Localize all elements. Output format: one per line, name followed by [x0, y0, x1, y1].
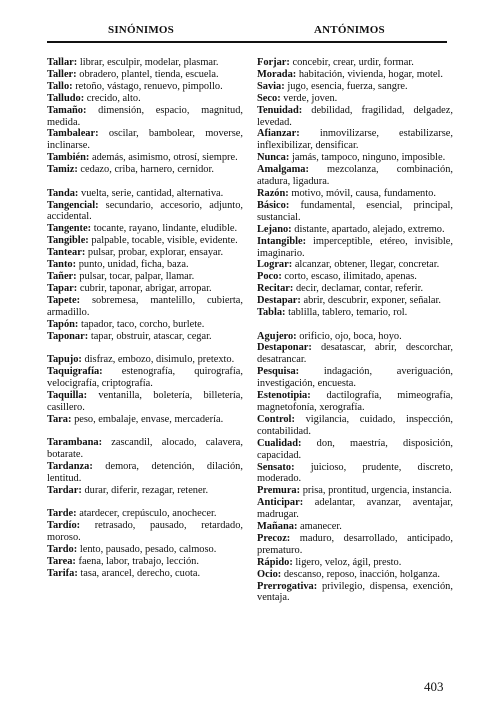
entry-definition: retrasado, pausado, retardado, moroso.: [47, 520, 243, 543]
entry-definition: cubrir, taponar, abrigar, arropar.: [79, 282, 212, 294]
entry-term: Cualidad:: [257, 437, 302, 449]
entry-definition: demora, detención, dilación, lentitud.: [47, 460, 243, 484]
entry-term: Tardo:: [47, 543, 78, 555]
entry-definition: mezcolanza, combinación, atadura, ligadura.: [257, 164, 453, 188]
dictionary-entry: [257, 164, 453, 188]
dictionary-entry: [47, 247, 243, 259]
entry-definition: tablilla, tablero, temario, rol.: [288, 307, 408, 319]
entry-term: Taponar:: [47, 330, 89, 342]
entry-definition: obradero, plantel, tienda, escuela.: [79, 68, 219, 80]
entry-definition: vuelta, serie, cantidad, alternativa.: [81, 187, 224, 199]
entry-term: Tardar:: [47, 484, 82, 496]
dictionary-entry: [47, 93, 243, 105]
entry-term: Amalgama:: [257, 164, 309, 176]
dictionary-entry: [257, 557, 453, 569]
entry-term: Tarea:: [47, 555, 76, 567]
entry-definition: prisa, prontitud, urgencia, instancia.: [302, 485, 452, 497]
entry-definition: punto, unidad, ficha, baza.: [78, 259, 189, 271]
dictionary-entry: [257, 295, 453, 307]
dictionary-entry: [257, 331, 453, 343]
entry-definition: durar, diferir, rezagar, retener.: [84, 484, 209, 496]
entry-definition: adelantar, avanzar, aventajar, madrugar.: [257, 497, 453, 521]
entry-term: Tambalear:: [47, 128, 99, 140]
entry-term: Morada:: [257, 68, 297, 80]
entry-definition: don, maestría, disposición, capacidad.: [257, 437, 453, 461]
dictionary-entry: [47, 223, 243, 235]
entry-term: Lograr:: [257, 259, 293, 271]
entry-term: Destaponar:: [257, 342, 312, 354]
dictionary-entry: [257, 533, 453, 557]
entry-term: Tarambana:: [47, 437, 103, 449]
entry-term: Tangente:: [47, 223, 92, 235]
entry-definition: corto, escaso, ilimitado, apenas.: [284, 271, 417, 283]
entry-term: Destapar:: [257, 295, 301, 307]
entry-term: Tardanza:: [47, 460, 93, 472]
entry-definition: estenografía, quirografía, velocigrafía, criptografía.: [47, 365, 243, 389]
dictionary-entry: [257, 390, 453, 414]
entry-term: Seco:: [257, 92, 281, 104]
entry-definition: además, asimismo, otrosí, siempre.: [91, 152, 238, 164]
header-synonyms: SINÓNIMOS: [108, 24, 174, 36]
dictionary-entry: [257, 57, 453, 69]
entry-term: Prerrogativa:: [257, 580, 318, 592]
entry-definition: tapador, taco, corcho, burlete.: [81, 318, 205, 330]
entry-definition: pulsar, tocar, palpar, llamar.: [79, 271, 195, 282]
dictionary-entry: [257, 521, 453, 533]
entry-term: Tallo:: [47, 80, 73, 92]
entry-definition: ligero, veloz, ágil, presto.: [295, 556, 402, 568]
entry-definition: faena, labor, trabajo, lección.: [78, 555, 199, 567]
dictionary-entry: [47, 508, 243, 520]
entry-term: Ocio:: [257, 568, 282, 580]
entry-term: Tapujo:: [47, 354, 82, 366]
dictionary-entry: [47, 414, 243, 426]
dictionary-entry: [257, 69, 453, 81]
dictionary-entry: [257, 569, 453, 581]
entry-term: Tarifa:: [47, 567, 78, 579]
dictionary-entry: [257, 224, 453, 236]
entry-definition: distante, apartado, alejado, extremo.: [294, 223, 445, 235]
entry-term: También:: [47, 152, 90, 164]
dictionary-entry: [257, 342, 453, 366]
entry-term: Taquigrafía:: [47, 365, 103, 377]
entry-definition: maduro, desarrollado, anticipado, prematuro.: [257, 532, 453, 556]
dictionary-entry: [47, 128, 243, 152]
entry-definition: pulsar, probar, explorar, ensayar.: [87, 247, 224, 259]
dictionary-entry: [47, 437, 243, 461]
entry-term: Savia:: [257, 80, 285, 92]
dictionary-entry: [47, 271, 243, 283]
dictionary-entry: [257, 128, 453, 152]
entry-definition: sobremesa, mantelillo, cubierta, armadillo.: [47, 294, 243, 318]
dictionary-entry: [47, 331, 243, 343]
entry-definition: amanecer.: [300, 521, 342, 533]
entry-definition: descanso, reposo, inacción, holganza.: [283, 568, 440, 580]
entry-term: Tamiz:: [47, 164, 78, 176]
dictionary-entry: [47, 188, 243, 200]
entry-definition: fundamental, esencial, principal, sustancial.: [257, 199, 453, 223]
dictionary-entry: [257, 93, 453, 105]
entry-term: Pesquisa:: [257, 366, 300, 378]
entry-definition: verde, joven.: [283, 92, 338, 104]
dictionary-entry: [257, 271, 453, 283]
dictionary-entry: [47, 520, 243, 544]
dictionary-entry: [47, 485, 243, 497]
entry-definition: tapar, obstruir, atascar, cegar.: [90, 330, 212, 342]
entry-term: Intangible:: [257, 235, 307, 247]
entry-definition: dactilografía, mimeografía, magnetofonía, xerografía.: [257, 390, 453, 413]
entry-term: Tapón:: [47, 318, 79, 330]
dictionary-entry: [257, 581, 453, 605]
dictionary-entry: [47, 57, 243, 69]
dictionary-entry: [47, 200, 243, 224]
dictionary-entry: [257, 236, 453, 260]
entry-term: Poco:: [257, 271, 282, 283]
group-spacer: [47, 425, 243, 437]
entry-definition: privilegio, dispensa, exención, ventaja.: [257, 580, 453, 604]
dictionary-entry: [47, 259, 243, 271]
dictionary-entry: [257, 307, 453, 319]
entry-term: Rápido:: [257, 556, 293, 568]
page-number: 403: [424, 679, 444, 694]
entry-term: Tapar:: [47, 282, 78, 294]
entry-term: Control:: [257, 413, 295, 425]
entry-definition: imperceptible, etéreo, invisible, imaginario.: [257, 235, 453, 259]
entry-term: Tantear:: [47, 247, 86, 259]
entry-term: Recitar:: [257, 283, 294, 295]
entry-term: Razón:: [257, 187, 289, 199]
entry-definition: motivo, móvil, causa, fundamento.: [291, 187, 436, 199]
entry-term: Forjar:: [257, 57, 290, 68]
entry-definition: debilidad, fragilidad, delgadez, levedad.: [257, 104, 453, 128]
entry-definition: lento, pausado, pesado, calmoso.: [79, 543, 217, 555]
header-antonyms: ANTÓNIMOS: [314, 24, 385, 36]
entry-definition: inmovilizarse, estabilizarse, inflexibilizar, densificar.: [257, 128, 453, 152]
entry-term: Tara:: [47, 413, 72, 425]
entry-definition: decir, declamar, contar, referir.: [295, 283, 424, 295]
entry-term: Afianzar:: [257, 128, 300, 140]
dictionary-entry: [47, 295, 243, 319]
dictionary-entry: [257, 188, 453, 200]
entry-definition: vigilancia, cuidado, inspección, contabilidad.: [257, 413, 453, 437]
dictionary-entry: [257, 105, 453, 129]
entry-term: Precoz:: [257, 532, 291, 544]
dictionary-entry: [47, 283, 243, 295]
entry-definition: habitación, vivienda, hogar, motel.: [298, 68, 444, 80]
dictionary-entry: [257, 438, 453, 462]
dictionary-entry: [47, 152, 243, 164]
entry-definition: jugo, esencia, fuerza, sangre.: [287, 80, 408, 92]
entry-term: Tanto:: [47, 259, 77, 271]
entry-definition: zascandil, alocado, calavera, botarate.: [47, 437, 243, 460]
dictionary-entry: [47, 390, 243, 414]
entry-term: Tangencial:: [47, 199, 99, 211]
entry-term: Tabla:: [257, 307, 286, 319]
entry-term: Estenotipia:: [257, 390, 311, 402]
entry-definition: palpable, tocable, visible, evidente.: [91, 235, 238, 247]
entry-definition: dimensión, espacio, magnitud, medida.: [47, 104, 243, 128]
dictionary-entry: [257, 283, 453, 295]
dictionary-entry: [47, 461, 243, 485]
entry-term: Tangible:: [47, 235, 89, 247]
entry-term: Taller:: [47, 68, 77, 80]
entry-term: Tapete:: [47, 294, 81, 306]
entry-definition: cedazo, criba, harnero, cernidor.: [80, 164, 214, 176]
dictionary-entry: [257, 485, 453, 497]
entry-term: Premura:: [257, 485, 301, 497]
dictionary-entry: [47, 354, 243, 366]
entry-term: Tardío:: [47, 520, 81, 532]
entry-term: Tarde:: [47, 508, 77, 520]
entry-term: Tenuidad:: [257, 104, 303, 116]
dictionary-entry: [47, 81, 243, 93]
group-spacer: [47, 497, 243, 509]
dictionary-entry: [257, 152, 453, 164]
entry-definition: secundario, accesorio, adjunto, accidental.: [47, 199, 243, 223]
dictionary-entry: [257, 497, 453, 521]
entry-term: Taquilla:: [47, 389, 88, 401]
entry-definition: juicioso, prudente, discreto, moderado.: [257, 461, 453, 485]
header-rule: [47, 41, 447, 43]
dictionary-entry: [257, 81, 453, 93]
dictionary-entry: [257, 366, 453, 390]
entry-definition: retoño, vástago, renuevo, pimpollo.: [75, 80, 223, 92]
dictionary-entry: [47, 544, 243, 556]
dictionary-entry: [47, 235, 243, 247]
dictionary-entry: [47, 556, 243, 568]
entry-term: Sensato:: [257, 461, 295, 473]
entry-term: Lejano:: [257, 223, 292, 235]
entry-term: Tañer:: [47, 271, 77, 282]
entry-definition: tasa, arancel, derecho, cuota.: [80, 567, 201, 579]
dictionary-entry: [47, 366, 243, 390]
entry-definition: concebir, crear, urdir, formar.: [292, 57, 414, 68]
dictionary-entry: [47, 69, 243, 81]
group-spacer: [47, 176, 243, 188]
group-spacer: [257, 319, 453, 331]
entry-term: Agujero:: [257, 330, 297, 342]
entry-term: Tanda:: [47, 187, 79, 199]
dictionary-entry: [257, 414, 453, 438]
synonyms-column: [47, 57, 243, 580]
entry-definition: oscilar, bambolear, moverse, inclinarse.: [47, 128, 243, 152]
dictionary-entry: [47, 319, 243, 331]
entry-term: Anticipar:: [257, 497, 304, 509]
antonyms-column: [257, 57, 453, 604]
entry-definition: orificio, ojo, boca, hoyo.: [299, 330, 402, 342]
dictionary-entry: [47, 105, 243, 129]
entry-definition: tocante, rayano, lindante, eludible.: [93, 223, 238, 235]
dictionary-entry: [257, 462, 453, 486]
entry-term: Tamaño:: [47, 104, 87, 116]
entry-term: Nunca:: [257, 152, 290, 164]
group-spacer: [47, 342, 243, 354]
entry-definition: librar, esculpir, modelar, plasmar.: [79, 57, 219, 68]
entry-definition: atardecer, crepúsculo, anochecer.: [79, 508, 217, 520]
entry-definition: desatascar, abrir, descorchar, desatrancar.: [257, 342, 453, 366]
entry-term: Tallar:: [47, 57, 78, 68]
dictionary-entry: [47, 164, 243, 176]
entry-term: Mañana:: [257, 521, 298, 533]
dictionary-entry: [47, 568, 243, 580]
dictionary-entry: [257, 259, 453, 271]
entry-definition: alcanzar, obtener, llegar, concretar.: [294, 259, 440, 271]
entry-definition: indagación, averiguación, investigación, encuesta.: [257, 366, 453, 390]
entry-definition: crecido, alto.: [86, 92, 141, 104]
entry-term: Básico:: [257, 199, 290, 211]
entry-definition: jamás, tampoco, ninguno, imposible.: [291, 152, 446, 164]
entry-definition: abrir, descubrir, exponer, señalar.: [303, 295, 442, 307]
entry-term: Talludo:: [47, 92, 85, 104]
entry-definition: ventanilla, boletería, billetería, casillero.: [47, 389, 243, 413]
entry-definition: peso, embalaje, envase, mercadería.: [74, 413, 224, 425]
entry-definition: disfraz, embozo, disimulo, pretexto.: [84, 354, 235, 366]
dictionary-entry: [257, 200, 453, 224]
